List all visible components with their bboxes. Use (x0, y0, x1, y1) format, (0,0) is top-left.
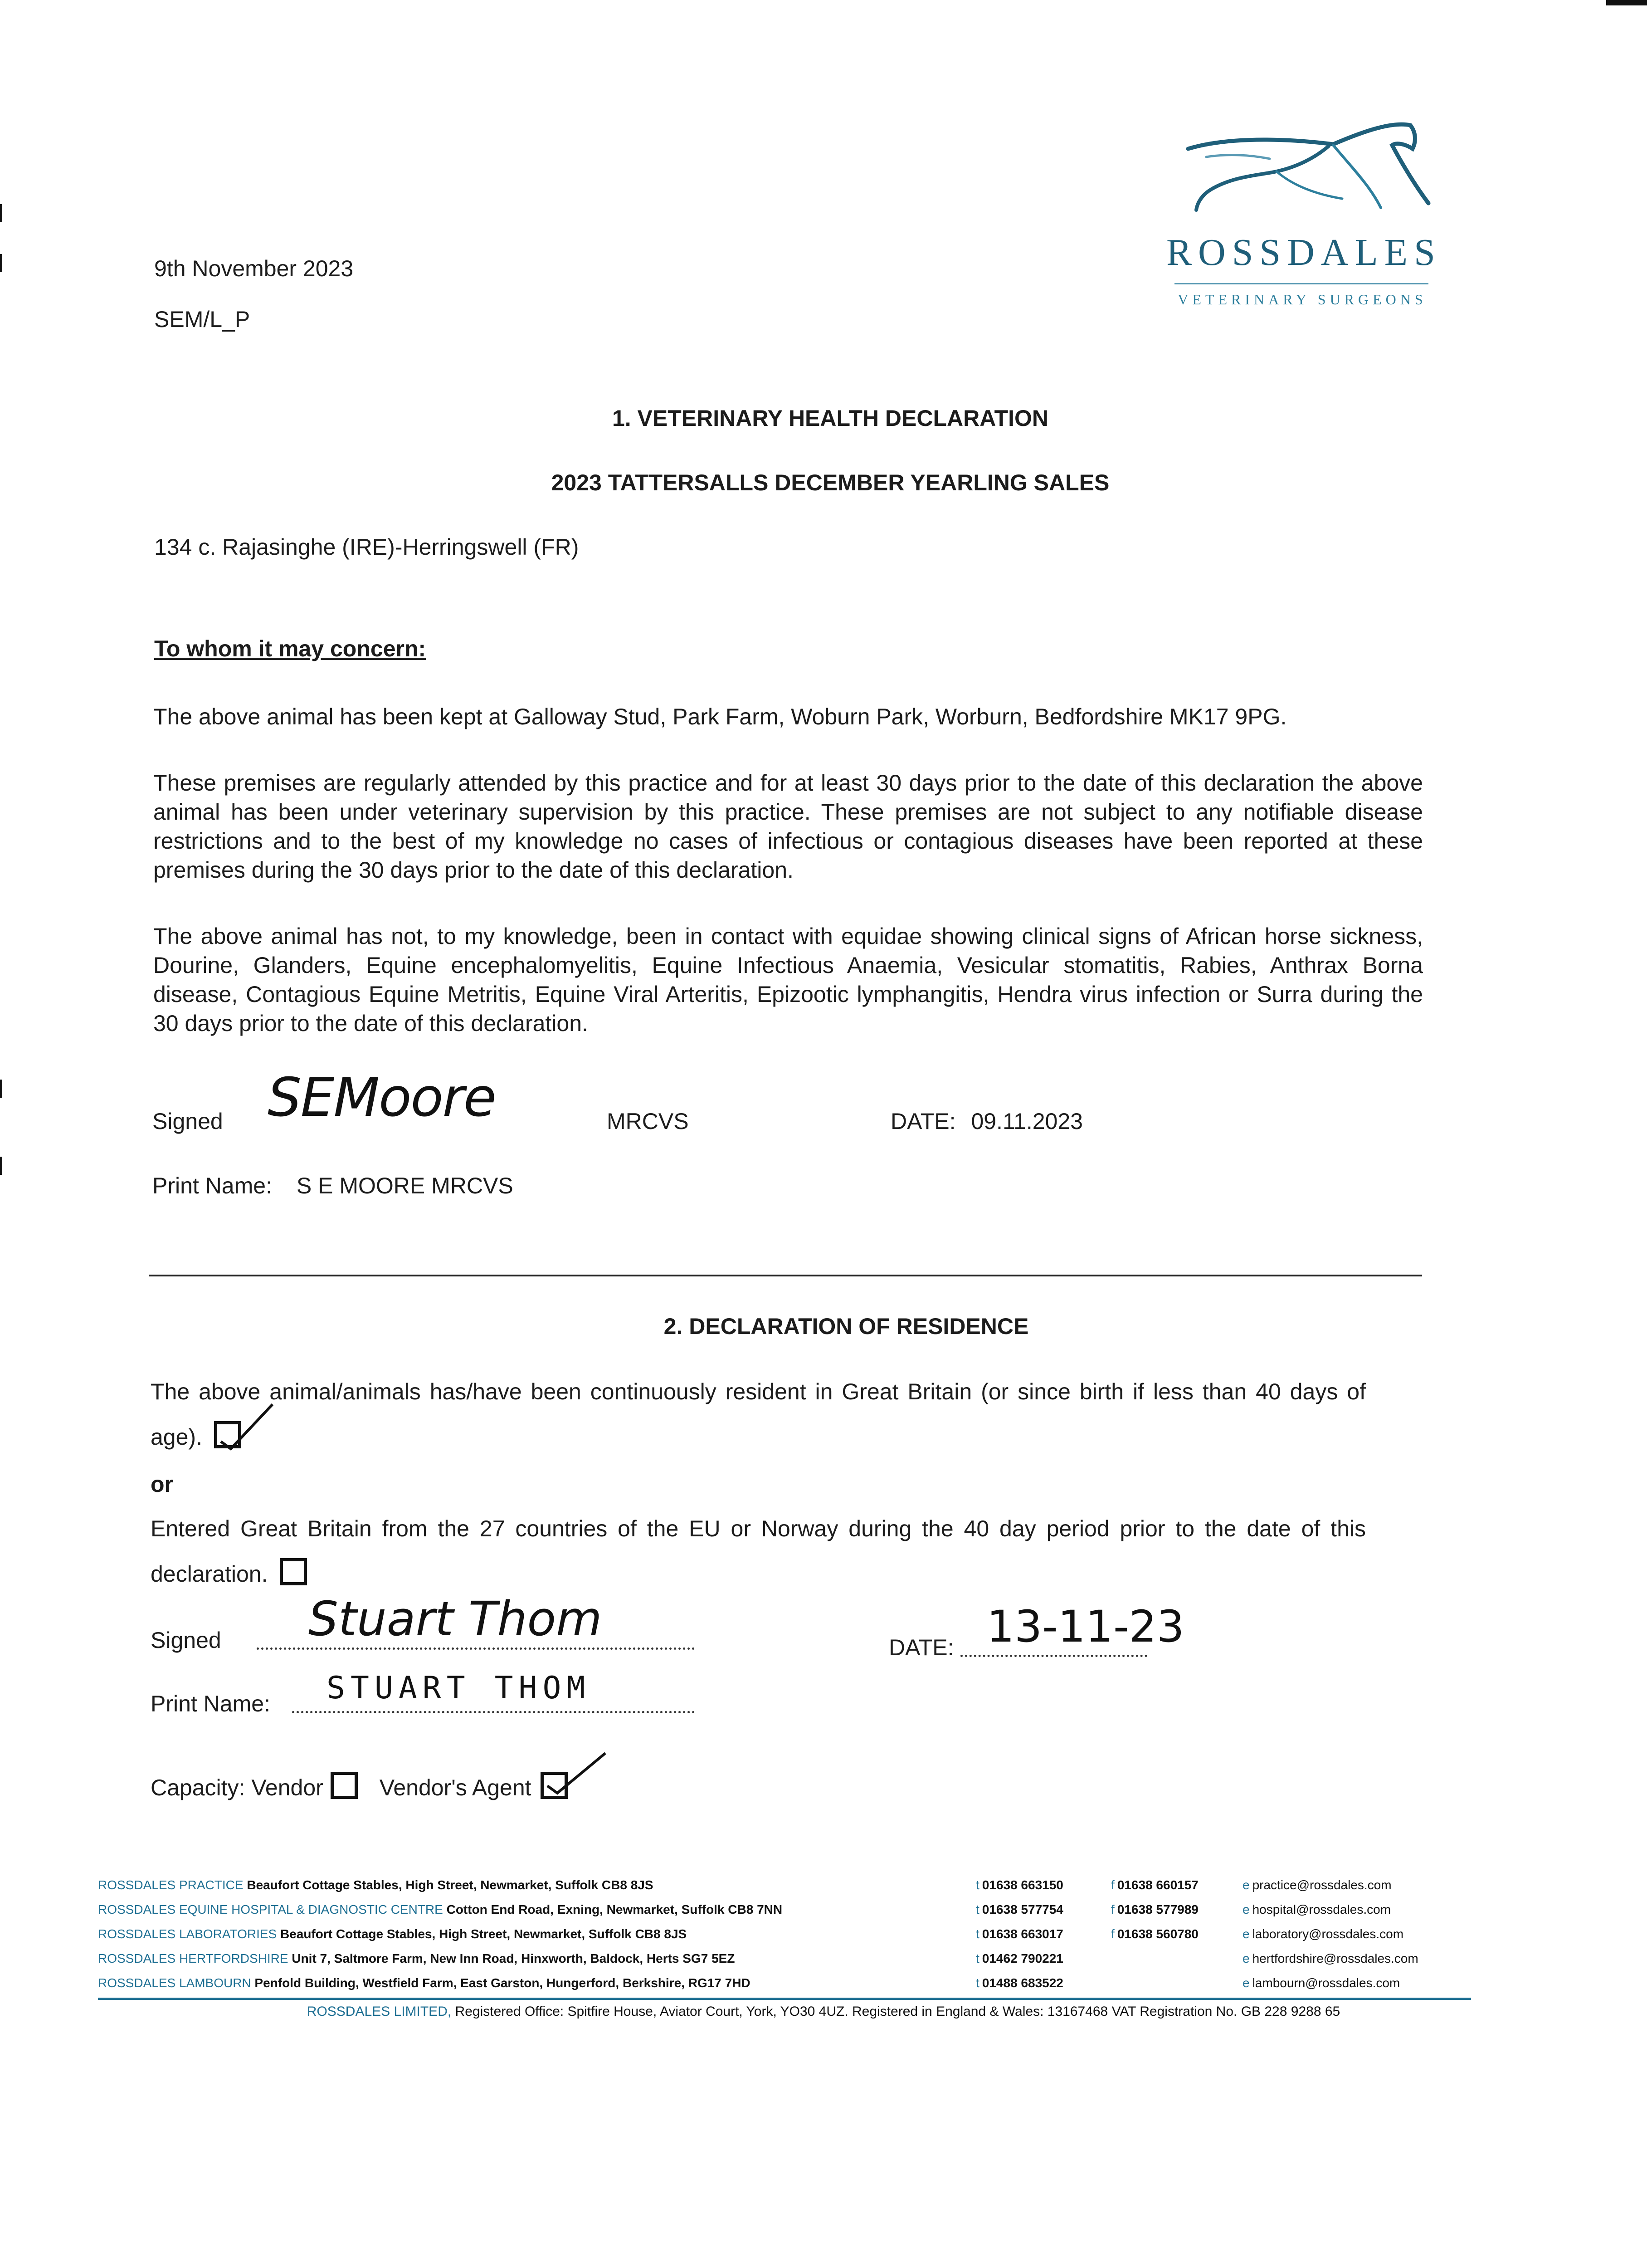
section2-heading: 2. DECLARATION OF RESIDENCE (663, 1314, 1029, 1339)
office-row (98, 1926, 687, 1942)
office-row (98, 1877, 653, 1893)
email-prefix: e (1243, 1927, 1250, 1941)
logo-divider (1174, 283, 1428, 284)
option2-text: Entered Great Britain from the 27 countries of the EU or Norway during the 40 day period prior to the date of this declaration. (151, 1516, 1366, 1587)
tel-column (976, 1877, 1063, 1991)
residence-option-1 (151, 1369, 1366, 1460)
logo-subtitle: VETERINARY SURGEONS (1178, 291, 1427, 308)
print-name-line (292, 1711, 695, 1713)
office-tel: 01638 577754 (982, 1902, 1063, 1916)
date-value: 09.11.2023 (971, 1109, 1083, 1134)
office-row (98, 1975, 750, 1991)
scan-mark (0, 1157, 2, 1175)
office-email[interactable]: lambourn@rossdales.com (1252, 1976, 1400, 1990)
option1-text: The above animal/animals has/have been continuously resident in Great Britain (or since birth if less than 40 days of age). (151, 1379, 1366, 1450)
signature-line (257, 1647, 695, 1650)
registered-details: Registered Office: Spitfire House, Aviator Court, York, YO30 4UZ. Registered in England & Wales: 13167468 VAT Registration No. GB 228 9288 65 (455, 2004, 1340, 2019)
option1-checkbox[interactable] (214, 1421, 241, 1448)
section2-date-value: 13-11-23 (987, 1601, 1184, 1652)
office-name: ROSSDALES LABORATORIES (98, 1927, 277, 1941)
office-name: ROSSDALES HERTFORDSHIRE (98, 1951, 288, 1965)
fax-prefix: f (1111, 1878, 1115, 1892)
tel-prefix: t (976, 1927, 979, 1941)
office-tel: 01488 683522 (982, 1976, 1063, 1990)
paragraph-supervision: These premises are regularly attended by this practice and for at least 30 days prior to the date of this declaration the above animal has been under veterinary supervision by this practice. These premises are not subject to any notifiable disease restrictions and to the best of my knowledge no cases of infectious or contagious diseases have been reported at these premises during the 30 days prior to the date of this declaration. (153, 770, 1423, 883)
fax-column (1111, 1877, 1199, 1942)
paragraph-premises: The above animal has been kept at Galloway Stud, Park Farm, Woburn Park, Worburn, Bedfordshire MK17 9PG. (153, 704, 1287, 729)
email-prefix: e (1243, 1902, 1250, 1916)
vendor-agent-checkbox[interactable] (541, 1772, 568, 1799)
animal-description: 134 c. Rajasinghe (IRE)-Herringswell (FR) (154, 534, 579, 560)
office-name: ROSSDALES LAMBOURN (98, 1976, 251, 1990)
office-name: ROSSDALES EQUINE HOSPITAL & DIAGNOSTIC CENTRE (98, 1902, 443, 1916)
office-tel: 01638 663017 (982, 1927, 1063, 1941)
qualification-label: MRCVS (607, 1109, 689, 1134)
logo-wordmark: ROSSDALES (1166, 231, 1442, 274)
salutation: To whom it may concern: (154, 636, 426, 661)
vendor-label: Vendor (251, 1775, 323, 1800)
tel-prefix: t (976, 1878, 979, 1892)
horse-logo-icon (1179, 117, 1433, 230)
office-name: ROSSDALES PRACTICE (98, 1878, 244, 1892)
fax-prefix: f (1111, 1927, 1115, 1941)
office-tel: 01462 790221 (982, 1951, 1063, 1965)
tel-prefix: t (976, 1976, 979, 1990)
capacity-row (151, 1772, 568, 1803)
scan-mark (1606, 0, 1647, 5)
section1-print-name (152, 1171, 513, 1201)
office-address: Cotton End Road, Exning, Newmarket, Suffolk CB8 7NN (446, 1902, 783, 1916)
date-label: DATE: (891, 1109, 956, 1134)
fax-prefix: f (1111, 1902, 1115, 1916)
section2-signed-label: Signed (151, 1628, 221, 1653)
email-prefix: e (1243, 1976, 1250, 1990)
section1-subheading: 2023 TATTERSALLS DECEMBER YEARLING SALES (551, 470, 1110, 495)
office-fax: 01638 660157 (1117, 1878, 1199, 1892)
footer-rule (98, 1998, 1471, 2000)
office-address: Beaufort Cottage Stables, High Street, Newmarket, Suffolk CB8 8JS (280, 1927, 687, 1941)
vendor-agent-label: Vendor's Agent (379, 1775, 531, 1800)
section2-print-name-value: STUART THOM (326, 1670, 591, 1706)
tel-prefix: t (976, 1951, 979, 1965)
section2-print-name-label: Print Name: (151, 1691, 270, 1716)
email-prefix: e (1243, 1878, 1250, 1892)
office-email[interactable]: laboratory@rossdales.com (1252, 1927, 1404, 1941)
letter-date: 9th November 2023 (154, 256, 354, 281)
office-row (98, 1901, 782, 1918)
tick-mark-icon (542, 1748, 610, 1798)
scan-mark (0, 1080, 2, 1098)
section-divider (149, 1275, 1422, 1276)
section2-date-label: DATE: (889, 1635, 954, 1660)
reference-code: SEM/L_P (154, 307, 250, 332)
print-name-value: S E MOORE MRCVS (296, 1173, 513, 1198)
capacity-label: Capacity: (151, 1775, 245, 1800)
office-email[interactable]: hertfordshire@rossdales.com (1252, 1951, 1418, 1965)
registered-office (0, 2004, 1647, 2019)
office-email[interactable]: hospital@rossdales.com (1252, 1902, 1391, 1916)
office-fax: 01638 577989 (1117, 1902, 1199, 1916)
office-row (98, 1950, 735, 1967)
section1-heading: 1. VETERINARY HEALTH DECLARATION (612, 406, 1049, 431)
section1-date (891, 1107, 1083, 1136)
vendor-signature: Stuart Thom (308, 1591, 602, 1647)
office-address: Penfold Building, Westfield Farm, East Garston, Hungerford, Berkshire, RG17 7HD (254, 1976, 750, 1990)
email-column (1243, 1877, 1418, 1991)
residence-option-2 (151, 1506, 1366, 1597)
office-email[interactable]: practice@rossdales.com (1252, 1878, 1392, 1892)
date-line (960, 1655, 1147, 1657)
tick-mark-icon (214, 1402, 278, 1452)
paragraph-contact: The above animal has not, to my knowledge, been in contact with equidae showing clinical signs of African horse sickness, Dourine, Glanders, Equine encephalomyelitis, Equine Infectious Anaemia, Vesicular stomatitis, Rabies, Anthrax Borna disease, Contagious Equine Metritis, Equine Viral Arteritis, Epizootic lymphangitis, Hendra virus infection or Surra during the 30 days prior to the date of this declaration. (153, 924, 1423, 1036)
signed-label: Signed (152, 1109, 223, 1134)
or-label: or (151, 1471, 173, 1497)
scan-mark (0, 254, 2, 272)
tel-prefix: t (976, 1902, 979, 1916)
office-tel: 01638 663150 (982, 1878, 1063, 1892)
option2-checkbox[interactable] (280, 1558, 307, 1585)
vendor-checkbox[interactable] (331, 1772, 358, 1799)
email-prefix: e (1243, 1951, 1250, 1965)
scan-mark (0, 204, 2, 222)
vet-signature: SEMoore (268, 1066, 496, 1129)
company-name: ROSSDALES LIMITED, (307, 2004, 452, 2019)
office-address: Beaufort Cottage Stables, High Street, Newmarket, Suffolk CB8 8JS (247, 1878, 653, 1892)
office-fax: 01638 560780 (1117, 1927, 1199, 1941)
office-address: Unit 7, Saltmore Farm, New Inn Road, Hinxworth, Baldock, Herts SG7 5EZ (292, 1951, 735, 1965)
print-name-label: Print Name: (152, 1173, 272, 1198)
